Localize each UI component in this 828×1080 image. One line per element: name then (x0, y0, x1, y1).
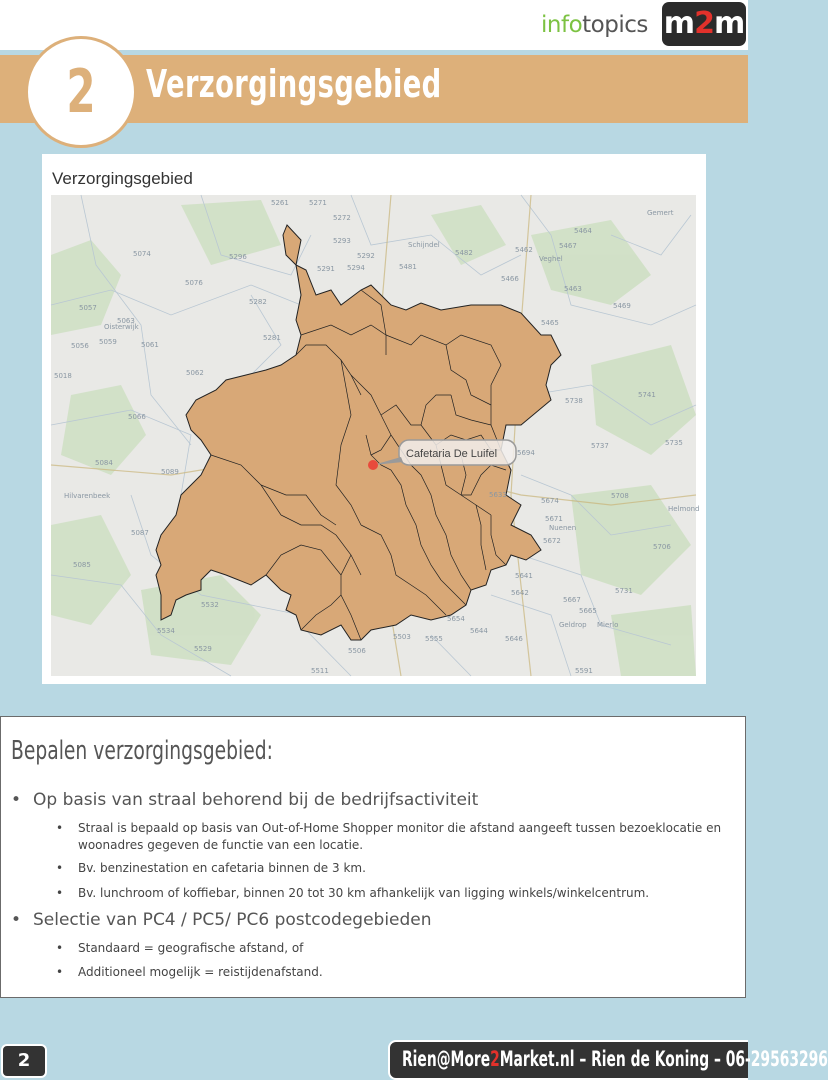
map-label: 5294 (347, 264, 365, 272)
map-label: 5674 (541, 497, 559, 505)
map-label: 5296 (229, 253, 247, 261)
map-label: 5654 (447, 615, 465, 623)
map-label: 5737 (591, 442, 609, 450)
map-place-label: Veghel (539, 255, 563, 263)
map-label: 5644 (470, 627, 488, 635)
m2m-logo (662, 2, 746, 46)
map-label: 5667 (563, 596, 581, 604)
map-label: 5074 (133, 250, 151, 258)
map-label: 5706 (653, 543, 671, 551)
map-label: 5057 (79, 304, 97, 312)
location-marker-icon[interactable] (368, 460, 378, 470)
map-label: 5061 (141, 341, 159, 349)
map-label: 5633 (489, 491, 507, 499)
map-label: 5672 (543, 537, 561, 545)
content-heading: Bepalen verzorgingsgebied: (11, 736, 273, 766)
map-label: 5282 (249, 298, 267, 306)
sub-bullet-text: Bv. lunchroom of koffiebar, binnen 20 tot 30 km afhankelijk van ligging winkels/winkelcentrum. (78, 886, 650, 900)
sub-bullet (56, 820, 743, 854)
map-label: 5261 (271, 199, 289, 207)
bullet-1 (11, 790, 479, 810)
section-number: 2 (66, 57, 96, 127)
map-label: 5694 (517, 449, 535, 457)
map-label: 5056 (71, 342, 89, 350)
map-label: 5465 (541, 319, 559, 327)
sub-bullet (56, 940, 743, 957)
contact-email-part: Rien@More (402, 1047, 491, 1071)
map-label: 5076 (185, 279, 203, 287)
map-label: 5641 (515, 572, 533, 580)
map-label: 5642 (511, 589, 529, 597)
map-label: 5063 (117, 317, 135, 325)
map-place-label: Oisterwijk (104, 323, 139, 331)
sub-bullet-text: Straal is bepaald op basis van Out-of-Home Shopper monitor die afstand aangeeft tussen bezoeklocatie en woonadres gegeven de functie van een locatie. (78, 821, 722, 852)
sub-bullet-text: Additioneel mogelijk = reistijdenafstand. (78, 965, 323, 979)
catchment-area-map[interactable] (51, 195, 700, 676)
callout-label: Cafetaria De Luifel (406, 448, 498, 460)
map-label: 5271 (309, 199, 327, 207)
bullet-dot-icon: • (56, 886, 64, 900)
map-label: 5272 (333, 214, 351, 222)
map-label: 5066 (128, 413, 146, 421)
map-label: 5646 (505, 635, 523, 643)
bullet-dot-icon: • (11, 790, 22, 810)
map-label: 5463 (564, 285, 582, 293)
map-place-label: Nuenen (549, 524, 577, 532)
contact-details: Market.nl – Rien de Koning – 06-29563296 (499, 1047, 828, 1071)
map-label: 5085 (73, 561, 91, 569)
bullet-2-text: Selectie van PC4 / PC5/ PC6 postcodegebieden (33, 910, 432, 930)
map-label: 5292 (357, 252, 375, 260)
map-label: 5466 (501, 275, 519, 283)
map-label: 5059 (99, 338, 117, 346)
map-label: 5532 (201, 601, 219, 609)
logo-m-left: m (663, 6, 695, 41)
map-label: 5511 (311, 667, 329, 675)
page-number: 2 (1, 1044, 47, 1078)
map-place-label: Mierlo (597, 621, 619, 629)
map-label: 5291 (317, 265, 335, 273)
sub-bullet (56, 860, 743, 877)
logo-info-text: info (541, 12, 583, 38)
logo-m-right: m (713, 6, 745, 41)
bullet-dot-icon: • (56, 965, 64, 979)
map-title: Verzorgingsgebied (52, 169, 193, 188)
map-label: 5084 (95, 459, 113, 467)
map-label: 5087 (131, 529, 149, 537)
map-place-label: Geldrop (559, 621, 587, 629)
map-label: 5293 (333, 237, 351, 245)
map-label: 5555 (425, 635, 443, 643)
bullet-2 (11, 910, 432, 930)
sub-bullet (56, 885, 743, 902)
map-label: 5708 (611, 492, 629, 500)
map-label: 5481 (399, 263, 417, 271)
map-label: 5665 (579, 607, 597, 615)
map-place-label: Gemert (647, 209, 674, 217)
map-label: 5462 (515, 246, 533, 254)
sub-bullet-text: Bv. benzinestation en cafetaria binnen de 3 km. (78, 861, 366, 875)
logo-2: 2 (694, 6, 714, 41)
map-place-label: Helmond (668, 505, 700, 513)
map-label: 5464 (574, 227, 592, 235)
map-label: 5534 (157, 627, 175, 635)
bullet-dot-icon: • (56, 861, 64, 875)
contact-email-2: 2 (490, 1047, 500, 1071)
map-label: 5731 (615, 587, 633, 595)
footer-contact[interactable] (402, 1047, 828, 1071)
map-place-label: Hilvarenbeek (64, 492, 111, 500)
map-label: 5529 (194, 645, 212, 653)
map-label: 5089 (161, 468, 179, 476)
bullet-dot-icon: • (56, 941, 64, 955)
map-place-label: Schijndel (408, 241, 440, 249)
infotopics-logo (541, 12, 648, 38)
bullet-1-text: Op basis van straal behorend bij de bedrijfsactiviteit (33, 790, 479, 810)
sub-bullet-text: Standaard = geografische afstand, of (78, 941, 304, 955)
map-label: 5738 (565, 397, 583, 405)
map-label: 5503 (393, 633, 411, 641)
logo-topics-text: topics (582, 12, 648, 38)
sub-bullet (56, 964, 743, 981)
map-label: 5735 (665, 439, 683, 447)
map-label: 5671 (545, 515, 563, 523)
map-label: 5467 (559, 242, 577, 250)
map-label: 5741 (638, 391, 656, 399)
map-label: 5062 (186, 369, 204, 377)
map-label: 5018 (54, 372, 72, 380)
map-label: 5482 (455, 249, 473, 257)
bullet-dot-icon: • (56, 821, 64, 835)
map-label: 5469 (613, 302, 631, 310)
map-label: 5281 (263, 334, 281, 342)
map-label: 5591 (575, 667, 593, 675)
map-label: 5506 (348, 647, 366, 655)
section-title: Verzorgingsgebied (146, 62, 442, 106)
bullet-dot-icon: • (11, 910, 22, 930)
